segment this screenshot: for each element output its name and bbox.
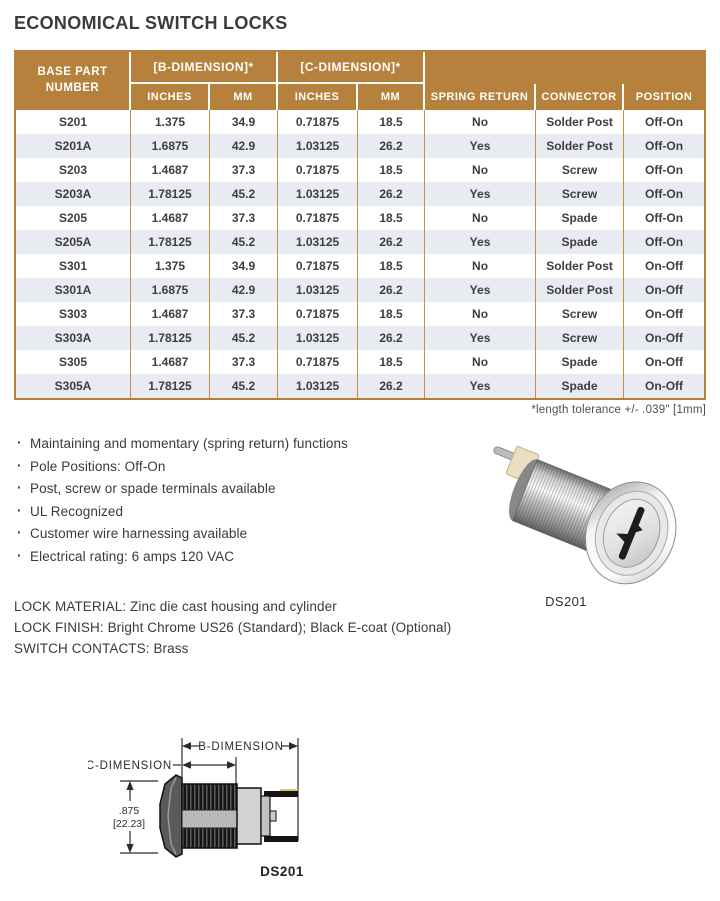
- part-number-cell: S301A: [16, 278, 131, 302]
- features-list: [17, 436, 457, 571]
- table-cell: 37.3: [210, 158, 278, 182]
- table-cell: On-Off: [624, 350, 704, 374]
- lock-photo-group: [470, 444, 691, 592]
- spec-table-header: [16, 52, 704, 110]
- table-row: [16, 302, 704, 326]
- table-cell: 18.5: [358, 158, 425, 182]
- spec-line: LOCK MATERIAL: Zinc die cast housing and cylinder: [14, 599, 337, 614]
- table-cell: Yes: [425, 230, 536, 254]
- header-spring-return: SPRING RETURN: [425, 84, 536, 110]
- table-row: [16, 374, 704, 398]
- spec-table: [14, 50, 706, 400]
- table-cell: Screw: [536, 302, 624, 326]
- table-cell: Yes: [425, 326, 536, 350]
- table-cell: Solder Post: [536, 134, 624, 158]
- part-number-cell: S201: [16, 110, 131, 134]
- product-photo-block: [470, 444, 706, 612]
- table-cell: 45.2: [210, 326, 278, 350]
- table-row: [16, 350, 704, 374]
- header-b-mm: MM: [210, 84, 278, 110]
- c-dimension-callout: [88, 760, 236, 772]
- table-row: [16, 182, 704, 206]
- table-cell: 1.375: [131, 254, 210, 278]
- table-cell: 45.2: [210, 230, 278, 254]
- table-cell: 34.9: [210, 110, 278, 134]
- switch-housing-rear: [261, 796, 270, 836]
- table-cell: 18.5: [358, 110, 425, 134]
- table-cell: Solder Post: [536, 254, 624, 278]
- table-cell: 1.78125: [131, 326, 210, 350]
- table-cell: On-Off: [624, 254, 704, 278]
- b-dimension-callout: [182, 741, 298, 753]
- table-cell: On-Off: [624, 278, 704, 302]
- part-number-cell: S303A: [16, 326, 131, 350]
- table-cell: 0.71875: [278, 302, 358, 326]
- table-cell: 26.2: [358, 374, 425, 398]
- table-cell: 37.3: [210, 302, 278, 326]
- specs-paragraph: [14, 596, 451, 659]
- table-cell: Yes: [425, 182, 536, 206]
- header-b-dimension: [B-DIMENSION]*: [131, 52, 278, 84]
- table-cell: Solder Post: [536, 278, 624, 302]
- table-row: [16, 326, 704, 350]
- part-number-cell: S303: [16, 302, 131, 326]
- table-cell: 1.78125: [131, 230, 210, 254]
- table-cell: 1.03125: [278, 134, 358, 158]
- table-cell: On-Off: [624, 374, 704, 398]
- table-cell: 1.6875: [131, 134, 210, 158]
- table-cell: Screw: [536, 158, 624, 182]
- c-dimension-label: C-DIMENSION: [88, 760, 172, 772]
- part-number-cell: S203: [16, 158, 131, 182]
- header-base-part: BASE PART NUMBER: [16, 52, 131, 110]
- table-cell: No: [425, 206, 536, 230]
- part-number-cell: S305A: [16, 374, 131, 398]
- table-cell: 37.3: [210, 350, 278, 374]
- table-cell: 1.03125: [278, 326, 358, 350]
- part-number-cell: S305: [16, 350, 131, 374]
- feature-item: · Pole Positions: Off-On: [17, 459, 457, 474]
- length-tolerance-footnote: *length tolerance +/- .039" [1mm]: [531, 404, 706, 416]
- dim-mm-label: [22.23]: [112, 818, 146, 830]
- table-cell: 0.71875: [278, 206, 358, 230]
- table-cell: 0.71875: [278, 350, 358, 374]
- table-cell: 1.4687: [131, 206, 210, 230]
- spec-line: LOCK FINISH: Bright Chrome US26 (Standard); Black E-coat (Optional): [14, 620, 452, 635]
- header-c-inches: INCHES: [278, 84, 358, 110]
- table-cell: 18.5: [358, 254, 425, 278]
- part-number-cell: S205: [16, 206, 131, 230]
- table-cell: 18.5: [358, 206, 425, 230]
- spec-table-body: [16, 110, 704, 398]
- table-cell: Spade: [536, 350, 624, 374]
- table-cell: 1.78125: [131, 182, 210, 206]
- b-dimension-label: B-DIMENSION: [198, 741, 284, 753]
- table-cell: 1.4687: [131, 302, 210, 326]
- table-cell: 26.2: [358, 230, 425, 254]
- table-cell: Off-On: [624, 134, 704, 158]
- lock-side-view: [160, 775, 298, 857]
- product-photo: [470, 444, 706, 592]
- dimension-diagram-block: [88, 724, 400, 890]
- table-cell: 26.2: [358, 182, 425, 206]
- photo-caption: DS201: [545, 594, 587, 609]
- table-cell: Screw: [536, 182, 624, 206]
- table-cell: Off-On: [624, 182, 704, 206]
- page-title: ECONOMICAL SWITCH LOCKS: [14, 13, 288, 33]
- table-row: [16, 254, 704, 278]
- table-cell: No: [425, 302, 536, 326]
- part-number-cell: S301: [16, 254, 131, 278]
- header-b-inches: INCHES: [131, 84, 210, 110]
- terminal-bottom: [264, 836, 298, 842]
- table-cell: 26.2: [358, 278, 425, 302]
- table-cell: No: [425, 254, 536, 278]
- table-row: [16, 230, 704, 254]
- table-cell: 1.03125: [278, 230, 358, 254]
- table-cell: On-Off: [624, 326, 704, 350]
- table-cell: 18.5: [358, 302, 425, 326]
- table-cell: 42.9: [210, 278, 278, 302]
- feature-item: · UL Recognized: [17, 504, 457, 519]
- table-cell: 1.03125: [278, 278, 358, 302]
- table-row: [16, 158, 704, 182]
- table-cell: Off-On: [624, 158, 704, 182]
- table-cell: Spade: [536, 374, 624, 398]
- table-cell: 1.375: [131, 110, 210, 134]
- spec-line: SWITCH CONTACTS: Brass: [14, 641, 189, 656]
- diameter-dimension: [113, 781, 158, 853]
- header-blank: [425, 52, 704, 84]
- table-cell: 1.03125: [278, 374, 358, 398]
- table-cell: Yes: [425, 278, 536, 302]
- table-cell: Off-On: [624, 230, 704, 254]
- table-cell: 1.4687: [131, 158, 210, 182]
- feature-item: · Post, screw or spade terminals available: [17, 481, 457, 496]
- table-row: [16, 206, 704, 230]
- table-cell: Spade: [536, 206, 624, 230]
- dimension-diagram: [88, 724, 400, 890]
- table-row: [16, 110, 704, 134]
- feature-item: · Electrical rating: 6 amps 120 VAC: [17, 549, 457, 564]
- table-cell: Spade: [536, 230, 624, 254]
- table-cell: 37.3: [210, 206, 278, 230]
- table-cell: 0.71875: [278, 254, 358, 278]
- table-cell: Off-On: [624, 110, 704, 134]
- table-cell: No: [425, 350, 536, 374]
- table-cell: 26.2: [358, 326, 425, 350]
- table-cell: 1.03125: [278, 182, 358, 206]
- dim-inches-label: .875: [118, 805, 140, 817]
- table-cell: 0.71875: [278, 158, 358, 182]
- feature-item: · Maintaining and momentary (spring return) functions: [17, 436, 457, 451]
- table-cell: Yes: [425, 134, 536, 158]
- header-connector: CONNECTOR: [536, 84, 624, 110]
- header-c-dimension: [C-DIMENSION]*: [278, 52, 425, 84]
- part-number-cell: S201A: [16, 134, 131, 158]
- header-c-mm: MM: [358, 84, 425, 110]
- header-position: POSITION: [624, 84, 704, 110]
- switch-housing: [237, 788, 261, 844]
- table-cell: Off-On: [624, 206, 704, 230]
- diagram-caption: DS201: [260, 864, 304, 879]
- table-cell: 1.4687: [131, 350, 210, 374]
- table-cell: Yes: [425, 374, 536, 398]
- table-cell: Screw: [536, 326, 624, 350]
- table-cell: On-Off: [624, 302, 704, 326]
- table-row: [16, 278, 704, 302]
- part-number-cell: S203A: [16, 182, 131, 206]
- lock-core-band: [182, 810, 237, 828]
- table-cell: No: [425, 110, 536, 134]
- table-cell: 1.6875: [131, 278, 210, 302]
- feature-item: · Customer wire harnessing available: [17, 526, 457, 541]
- table-cell: No: [425, 158, 536, 182]
- table-cell: 45.2: [210, 374, 278, 398]
- table-cell: 18.5: [358, 350, 425, 374]
- table-row: [16, 134, 704, 158]
- table-cell: 42.9: [210, 134, 278, 158]
- table-cell: 34.9: [210, 254, 278, 278]
- switch-actuator-nub: [270, 811, 276, 821]
- table-cell: 1.78125: [131, 374, 210, 398]
- part-number-cell: S205A: [16, 230, 131, 254]
- table-cell: 45.2: [210, 182, 278, 206]
- table-cell: 0.71875: [278, 110, 358, 134]
- table-cell: Solder Post: [536, 110, 624, 134]
- table-cell: 26.2: [358, 134, 425, 158]
